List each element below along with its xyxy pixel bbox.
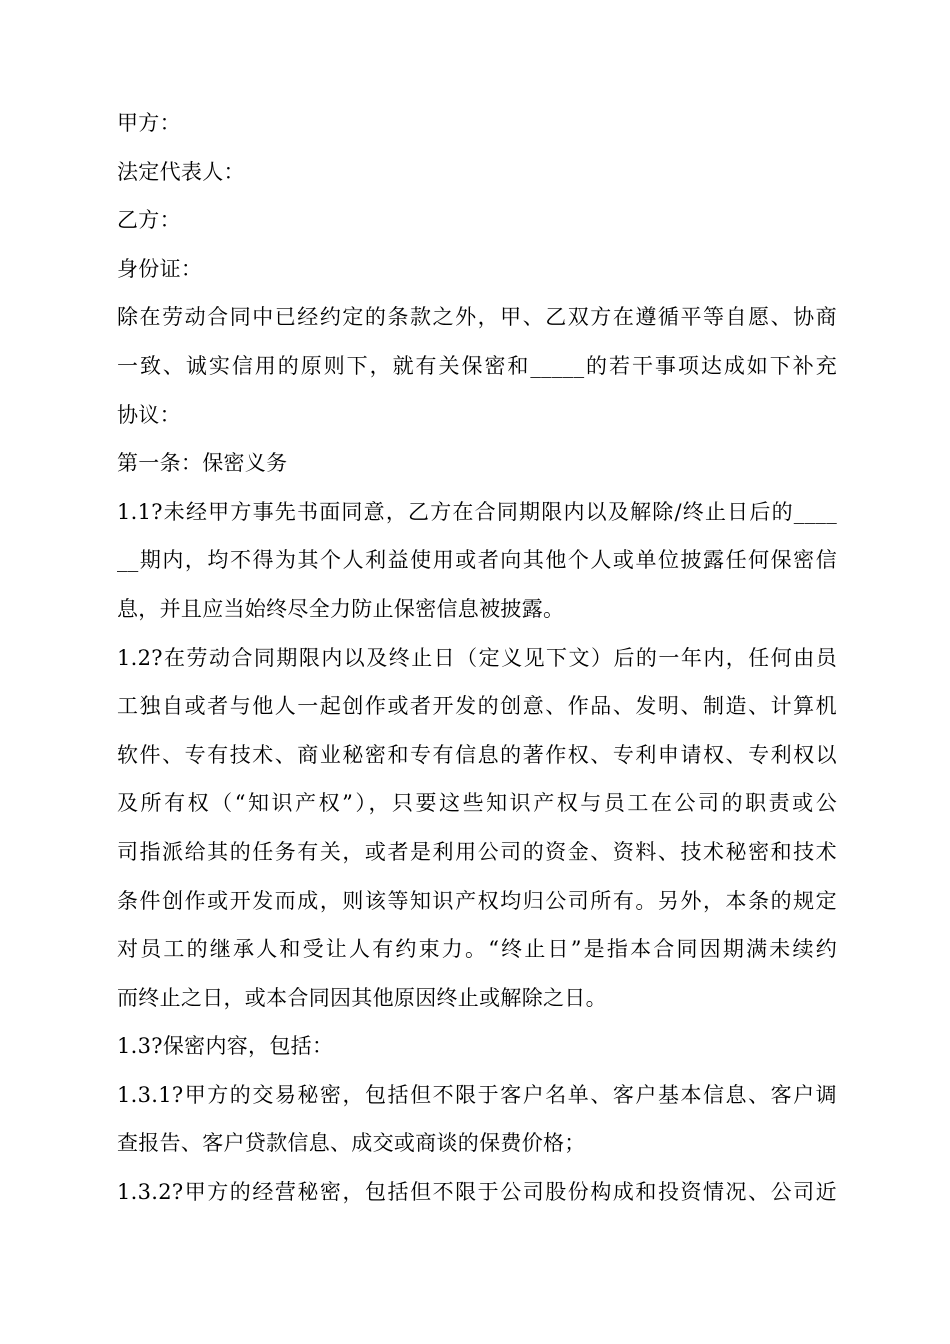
clause-1-2-line-7: 对员工的继承人和受让人有约束力。“终止日”是指本合同因期满未续约 [117,937,837,962]
preamble-line-1: 除在劳动合同中已经约定的条款之外，甲、乙双方在遵循平等自愿、协商 [117,305,837,330]
clause-1-2-line-3: 软件、专有技术、商业秘密和专有信息的著作权、专利申请权、专利权以 [117,742,837,767]
clause-1-1-line-1: 1.1?未经甲方事先书面同意，乙方在合同期限内以及解除/终止日后的____ [117,499,837,524]
document-body [117,103,837,1221]
party-a-line: 甲方： [117,111,181,135]
article-1-heading: 第一条：保密义务 [117,451,288,476]
clause-1-2-line-1: 1.2?在劳动合同期限内以及终止日（定义见下文）后的一年内，任何由员 [117,645,837,670]
clause-1-3-1-line-2: 查报告、客户贷款信息、成交或商谈的保费价格； [117,1131,586,1156]
clause-1-2-line-6: 条件创作或开发而成，则该等知识产权均归公司所有。另外，本条的规定 [117,888,837,913]
clause-1-3-heading: 1.3?保密内容，包括： [117,1034,334,1059]
preamble-line-2: 一致、诚实信用的原则下，就有关保密和_____的若干事项达成如下补充 [117,353,837,378]
clause-1-2-line-8: 而终止之日，或本合同因其他原因终止或解除之日。 [117,985,607,1010]
clause-1-1-line-3: 息，并且应当始终尽全力防止保密信息被披露。 [117,596,565,621]
preamble-line-3: 协议： [117,402,181,427]
clause-1-3-1-line-1: 1.3.1?甲方的交易秘密，包括但不限于客户名单、客户基本信息、客户调 [117,1082,837,1107]
legal-representative-line: 法定代表人： [117,159,245,184]
clause-1-2-line-4: 及所有权（“知识产权”），只要这些知识产权与员工在公司的职责或公 [117,791,837,816]
clause-1-3-2-line-1: 1.3.2?甲方的经营秘密，包括但不限于公司股份构成和投资情况、公司近 [117,1180,837,1205]
party-b-line: 乙方： [117,208,181,233]
clause-1-1-line-2: __期内，均不得为其个人利益使用或者向其他个人或单位披露任何保密信 [117,548,837,573]
clause-1-2-line-5: 司指派给其的任务有关，或者是利用公司的资金、资料、技术秘密和技术 [117,839,837,864]
id-card-line: 身份证： [117,256,203,281]
clause-1-2-line-2: 工独自或者与他人一起创作或者开发的创意、作品、发明、制造、计算机 [117,694,837,719]
